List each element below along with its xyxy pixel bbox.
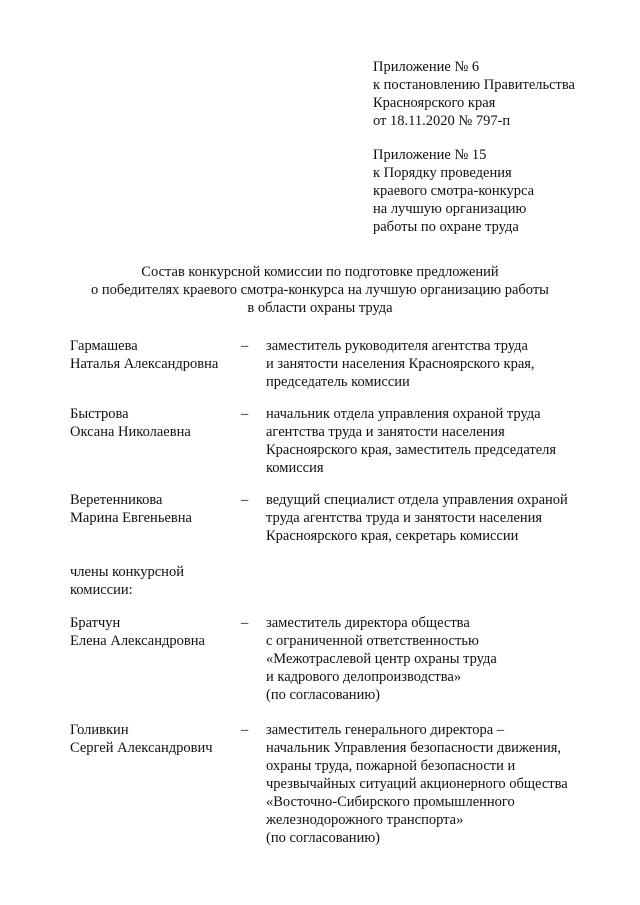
- appendix-6-header: [373, 58, 575, 130]
- appendix-line: на лучшую организацию: [373, 201, 527, 217]
- appendix-line: от 18.11.2020 № 797-п: [373, 113, 511, 129]
- role-line: (по согласованию): [266, 687, 380, 703]
- title-line: в области охраны труда: [247, 300, 393, 316]
- role-line: начальник Управления безопасности движения,: [266, 740, 561, 756]
- member-given-name: Марина Евгеньевна: [70, 510, 192, 526]
- appendix-15-header: [373, 146, 534, 236]
- dash-separator: –: [241, 492, 249, 508]
- member-role: [266, 614, 497, 704]
- title-line: о победителях краевого смотра-конкурса на лучшую организацию работы: [91, 282, 549, 298]
- role-line: железнодорожного транспорта»: [266, 812, 464, 828]
- document-title: [0, 263, 640, 317]
- title-line: Состав конкурсной комиссии по подготовке предложений: [141, 264, 499, 280]
- member-given-name: Наталья Александровна: [70, 356, 219, 372]
- member-surname: Быстрова: [70, 406, 129, 422]
- members-heading-line: члены конкурсной: [70, 564, 184, 580]
- appendix-line: краевого смотра-конкурса: [373, 183, 535, 199]
- role-line: заместитель директора общества: [266, 615, 470, 631]
- member-given-name: Сергей Александрович: [70, 740, 213, 756]
- appendix-line: к Порядку проведения: [373, 165, 512, 181]
- member-surname: Голивкин: [70, 722, 129, 738]
- role-line: начальник отдела управления охраной труда: [266, 406, 541, 422]
- dash-separator: –: [241, 338, 249, 354]
- dash-separator: –: [241, 615, 249, 631]
- member-role: [266, 491, 568, 545]
- member-surname: Братчун: [70, 615, 121, 631]
- member-role: [266, 337, 535, 391]
- member-name: [70, 721, 213, 757]
- dash-separator: –: [241, 406, 249, 422]
- role-line: труда агентства труда и занятости населения: [266, 510, 543, 526]
- role-line: председатель комиссии: [266, 374, 410, 390]
- role-line: чрезвычайных ситуаций акционерного общества: [266, 776, 568, 792]
- members-heading-line: комиссии:: [70, 582, 133, 598]
- role-line: охраны труда, пожарной безопасности и: [266, 758, 516, 774]
- appendix-line: к постановлению Правительства: [373, 77, 575, 93]
- appendix-line: Красноярского края: [373, 95, 496, 111]
- role-line: и занятости населения Красноярского края,: [266, 356, 535, 372]
- role-line: Красноярского края, секретарь комиссии: [266, 528, 519, 544]
- member-name: [70, 405, 191, 441]
- role-line: заместитель генерального директора –: [266, 722, 505, 738]
- appendix-line: работы по охране труда: [373, 219, 519, 235]
- member-surname: Гармашева: [70, 338, 138, 354]
- role-line: комиссия: [266, 460, 324, 476]
- role-line: Красноярского края, заместитель председателя: [266, 442, 557, 458]
- member-given-name: Елена Александровна: [70, 633, 205, 649]
- member-name: [70, 491, 192, 527]
- member-surname: Веретенникова: [70, 492, 163, 508]
- member-name: [70, 337, 218, 373]
- members-heading: [70, 563, 184, 599]
- role-line: заместитель руководителя агентства труда: [266, 338, 528, 354]
- role-line: «Межотраслевой центр охраны труда: [266, 651, 497, 667]
- member-role: [266, 405, 556, 477]
- role-line: ведущий специалист отдела управления охраной: [266, 492, 568, 508]
- member-role: [266, 721, 568, 847]
- role-line: (по согласованию): [266, 830, 380, 846]
- role-line: и кадрового делопроизводства»: [266, 669, 462, 685]
- role-line: с ограниченной ответственностью: [266, 633, 479, 649]
- appendix-line: Приложение № 15: [373, 147, 487, 163]
- member-name: [70, 614, 205, 650]
- role-line: «Восточно-Сибирского промышленного: [266, 794, 515, 810]
- dash-separator: –: [241, 722, 249, 738]
- member-given-name: Оксана Николаевна: [70, 424, 191, 440]
- role-line: агентства труда и занятости населения: [266, 424, 505, 440]
- appendix-line: Приложение № 6: [373, 59, 480, 75]
